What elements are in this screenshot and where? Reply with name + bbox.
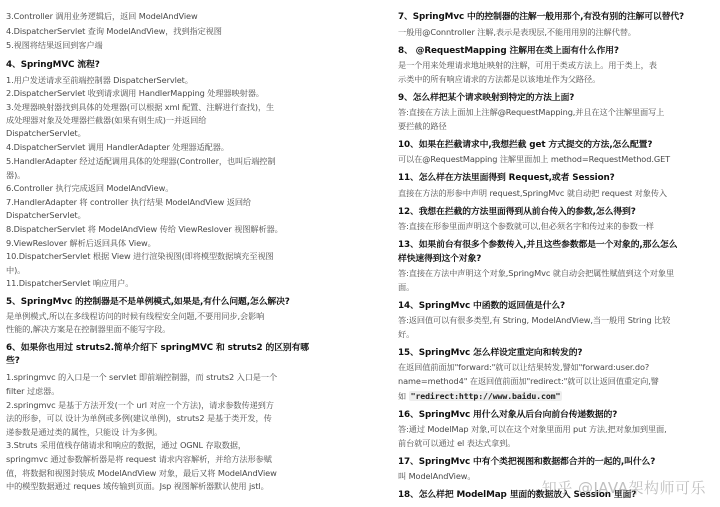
body-line: 在返回值前面加"forward:"就可以让结果转发,譬如"forward:user.do?	[398, 362, 650, 372]
body-line: 10.DispatcherServlet 根据 View 进行渲染视图(即将模型数据填充至视图	[6, 251, 274, 261]
section-heading: 13、如果前台有很多个参数传入,并且这些参数都是一个对象的,那么怎么	[398, 240, 678, 250]
body-line: 性能的,解决方案是在控制器里面不能写字段。	[6, 324, 171, 334]
body-line: 一般用@Conntroller 注解,表示是表现层,不能用用别的注解代替。	[398, 27, 636, 37]
body-line: 值，将数据和视图封装成 ModelAndView 对象，最后又将 ModelAndView	[6, 468, 277, 478]
section-heading: 10、如果在拦截请求中,我想拦截 get 方式提交的方法,怎么配置?	[398, 140, 653, 150]
section-heading: 15、SpringMvc 怎么样设定重定向和转发的?	[398, 348, 583, 358]
body-line: 2.DispatcherServlet 收到请求调用 HandlerMapping 处理器映射器。	[6, 88, 264, 98]
body-line: 成处理器对象及处理器拦截器(如果有则生成)一并返回给	[6, 115, 207, 125]
body-line: 3.Struts 采用值栈存储请求和响应的数据，通过 OGNL 存取数据，	[6, 440, 246, 450]
body-line: 2.springmvc 是基于方法开发(一个 url 对应一个方法)，请求参数传递到方	[6, 400, 274, 410]
body-line: 6.Controller 执行完成返回 ModelAndView。	[6, 183, 174, 193]
body-line: 5.HandlerAdapter 经过适配调用具体的处理器(Controller，也叫后端控制	[6, 156, 276, 166]
body-line: springmvc 通过参数解析器是将 request 请求内容解析，并给方法形参赋	[6, 454, 272, 464]
inline-code: "redirect:http://www.baidu.com"	[410, 391, 561, 401]
body-line: 要拦截的路径	[398, 121, 447, 131]
body-line: DispatcherServlet。	[6, 210, 86, 220]
body-line: 答:直接在方法上面加上注解@RequestMapping,并且在这个注解里面写上	[398, 107, 665, 117]
section-heading: 样快速得到这个对象?	[398, 254, 482, 264]
body-line: 好。	[398, 329, 415, 339]
section-heading: 16、SpringMvc 用什么对象从后台向前台传递数据的?	[398, 410, 618, 420]
body-line: 1.springmvc 的入口是一个 servlet 即前端控制器，而 struts2 入口是一个	[6, 372, 278, 382]
body-line: 递参数是通过类的属性，只能设 计为多例。	[6, 427, 163, 437]
section-heading: 17、SpringMvc 中有个类把视图和数据都合并的一起的,叫什么?	[398, 457, 656, 467]
body-line: 可以在@RequestMapping 注解里面加上 method=RequestMethod.GET	[398, 154, 671, 164]
body-line: 叫 ModelAndView。	[398, 471, 476, 481]
body-line: 示类中的所有响应请求的方法都是以该地址作为父路径。	[398, 74, 601, 84]
body-line: 面。	[398, 282, 415, 292]
body-line: 直接在方法的形参中声明 request,SpringMvc 就自动把 request 对象传入	[398, 188, 667, 198]
body-line: 答:直接在形参里面声明这个参数就可以,但必须名字和传过来的参数一样	[398, 221, 654, 231]
body-line: 法的形参，可以 设计为单例或多例(建议单例)，struts2 是基于类开发，传	[6, 413, 272, 423]
body-line: 1.用户发送请求至前端控制器 DispatcherServlet。	[6, 75, 193, 85]
section-heading: 8、 @RequestMapping 注解用在类上面有什么作用?	[398, 46, 619, 56]
body-line: 是单例模式,所以在多线程访问的时候有线程安全问题,不要用同步,会影响	[6, 311, 265, 321]
body-line: 中的模型数据通过 reques 域传输到页面。Jsp 视图解析器默认使用 jstl。	[6, 481, 269, 491]
body-line: 答:直接在方法中声明这个对象,SpringMvc 就自动会把属性赋值到这个对象里	[398, 268, 675, 278]
section-heading: 5、SpringMvc 的控制器是不是单例模式,如果是,有什么问题,怎么解决?	[6, 297, 290, 307]
body-line: 答:返回值可以有很多类型,有 String, ModelAndView,当一般用 String 比较	[398, 315, 671, 325]
body-line: 9.ViewReslover 解析后返回具体 View。	[6, 238, 156, 248]
body-line: 3.处理器映射器找到具体的处理器(可以根据 xml 配置、注解进行查找)，生	[6, 102, 275, 112]
body-line: 中)。	[6, 265, 26, 275]
body-line: 4.DispatcherServlet 查询 ModelAndView，找到指定视图	[6, 26, 222, 36]
body-line: 5.视图将结果返回到客户端	[6, 40, 103, 50]
body-line: 答:通过 ModelMap 对象,可以在这个对象里面用 put 方法,把对象加到里面,	[398, 424, 667, 434]
section-heading: 些?	[6, 356, 20, 366]
section-heading: 7、SpringMvc 中的控制器的注解一般用那个,有没有别的注解可以替代?	[398, 12, 685, 22]
body-line: filter 过虑器。	[6, 386, 60, 396]
watermark-text: 知乎 @JAVA架构师可乐	[541, 479, 706, 497]
section-heading: 11、怎么样在方法里面得到 Request,或者 Session?	[398, 173, 615, 183]
body-line: 器)。	[6, 170, 26, 180]
section-heading: 18、怎么样把 ModelMap 里面的数据放入 Session 里面?	[398, 490, 637, 500]
body-line: 如 "redirect:http://www.baidu.com"	[398, 391, 561, 401]
section-heading: 9、怎么样把某个请求映射到特定的方法上面?	[398, 93, 575, 103]
body-line: 8.DispatcherServlet 将 ModelAndView 传给 ViewReslover 视图解析器。	[6, 224, 283, 234]
section-heading: 4、SpringMVC 流程?	[6, 60, 100, 70]
body-line: DispatcherServlet。	[6, 128, 86, 138]
section-heading: 6、如果你也用过 struts2.简单介绍下 springMVC 和 struts2 的区别有哪	[6, 343, 309, 353]
body-line: 4.DispatcherServlet 调用 HandlerAdapter 处理器适配器。	[6, 142, 229, 152]
body-line: 前台就可以通过 el 表达式拿到。	[398, 438, 516, 448]
body-line: 11.DispatcherServlet 响应用户。	[6, 278, 134, 288]
section-heading: 12、我想在拦截的方法里面得到从前台传入的参数,怎么得到?	[398, 207, 636, 217]
body-line: 3.Controller 调用业务逻辑后，返回 ModelAndView	[6, 11, 198, 21]
body-line: name=method4" 在返回值前面加"redirect:"就可以让返回值重定向,譬	[398, 376, 659, 386]
body-line: 是一个用来处理请求地址映射的注解，可用于类或方法上。用于类上，表	[398, 60, 657, 70]
body-line: 7.HandlerAdapter 将 controller 执行结果 ModelAndView 返回给	[6, 197, 252, 207]
section-heading: 14、SpringMvc 中函数的返回值是什么?	[398, 301, 566, 311]
